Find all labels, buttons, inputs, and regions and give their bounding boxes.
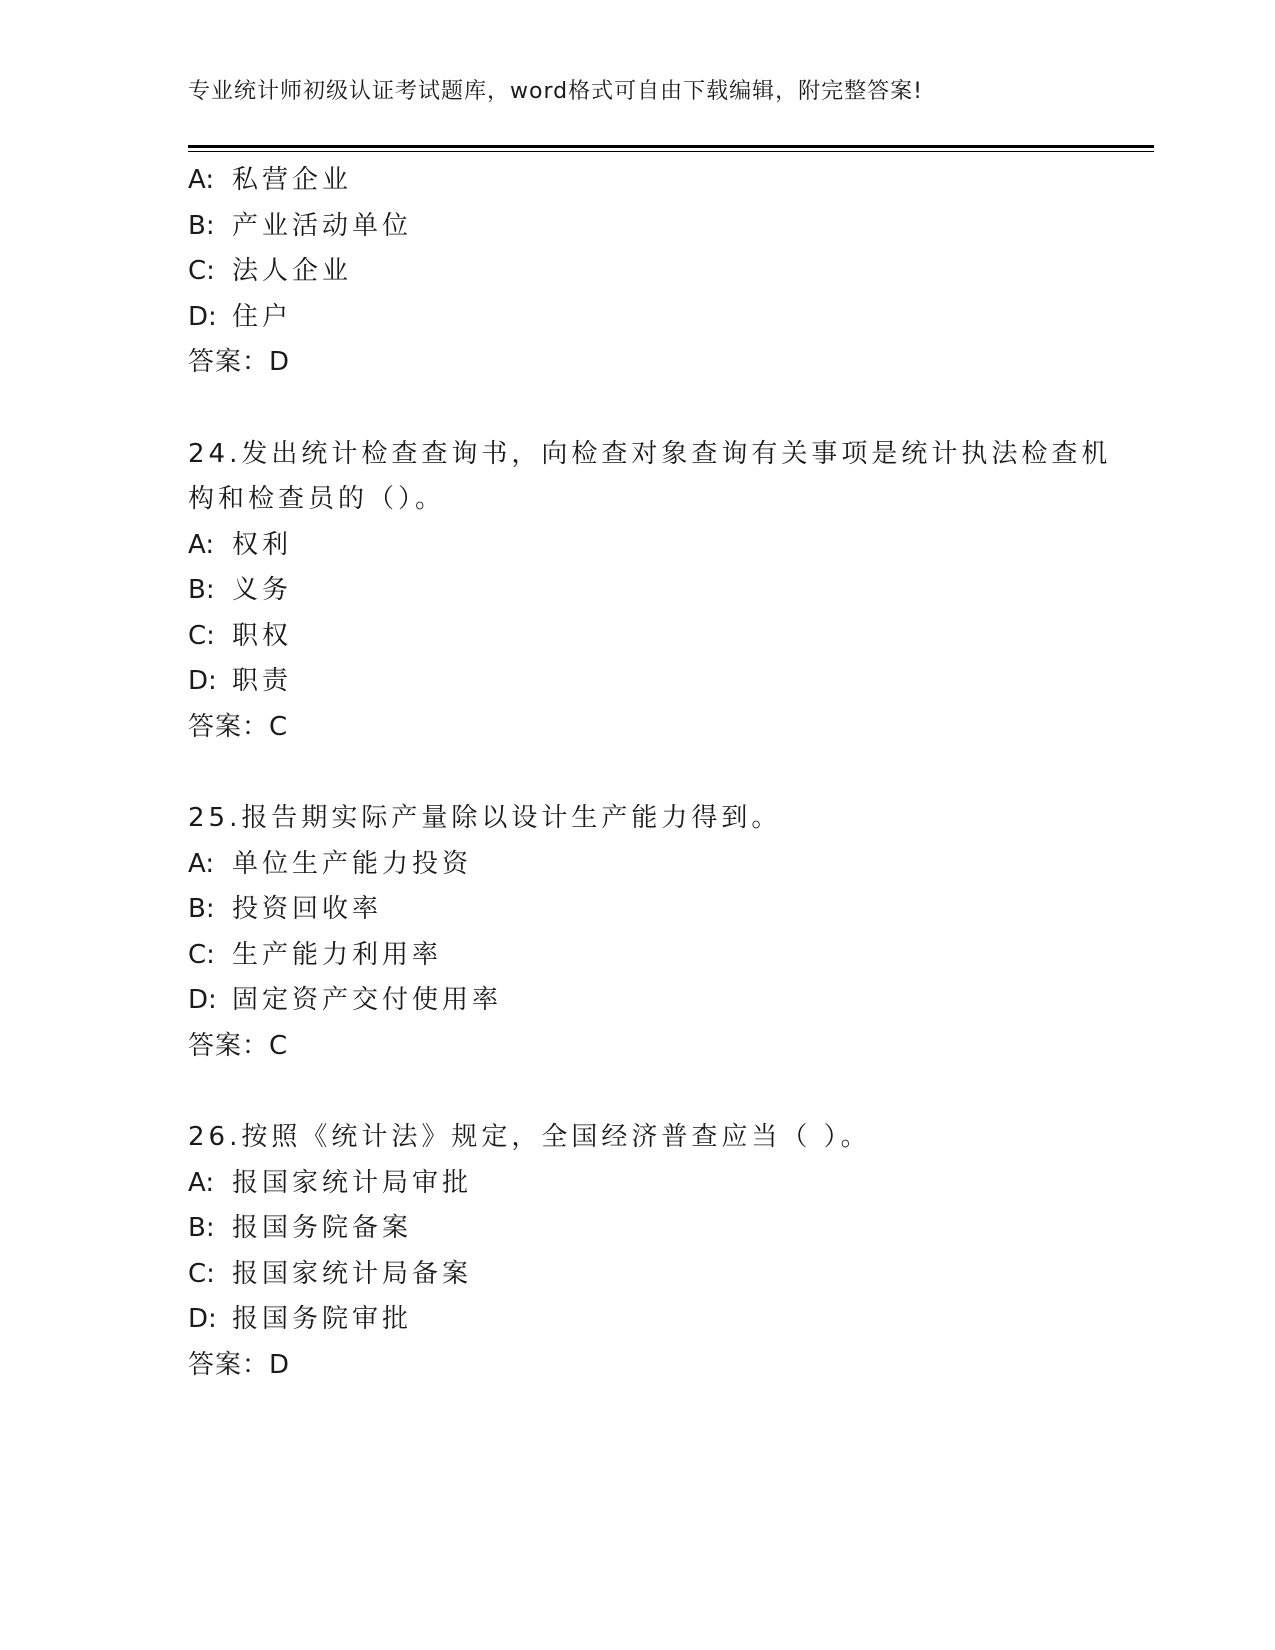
option-b: B: 产业活动单位 bbox=[188, 210, 413, 241]
option-a: A: 权利 bbox=[188, 529, 293, 560]
option-d: D: 住户 bbox=[188, 301, 293, 332]
question-stem: 24.发出统计检查查询书，向检查对象查询有关事项是统计执法检查机 bbox=[188, 438, 1112, 469]
previous-question bbox=[188, 158, 1088, 386]
answer-line: 答案：C bbox=[188, 1030, 289, 1061]
option-b: B: 义务 bbox=[188, 575, 293, 605]
option-b: B: 报国务院备案 bbox=[188, 1213, 413, 1243]
option-a: A: 报国家统计局审批 bbox=[188, 1167, 473, 1198]
answer-line: 答案：C bbox=[188, 711, 289, 742]
question-stem: 26.按照《统计法》规定，全国经济普查应当（ ）。 bbox=[188, 1122, 871, 1152]
option-c: C: 法人企业 bbox=[188, 256, 353, 286]
header-rule-thin bbox=[188, 151, 1154, 152]
option-b: B: 投资回收率 bbox=[188, 894, 383, 924]
option-c: C: 生产能力利用率 bbox=[188, 939, 443, 970]
option-c: C: 报国家统计局备案 bbox=[188, 1258, 473, 1289]
option-a: A: 单位生产能力投资 bbox=[188, 848, 473, 879]
option-d: D: 报国务院审批 bbox=[188, 1304, 413, 1334]
question-stem: 25.报告期实际产量除以设计生产能力得到。 bbox=[188, 803, 782, 833]
option-d: D: 固定资产交付使用率 bbox=[188, 985, 503, 1015]
question-25 bbox=[188, 796, 1088, 1069]
header-note: 专业统计师初级认证考试题库，word格式可自由下载编辑，附完整答案! bbox=[188, 79, 923, 104]
question-24 bbox=[188, 432, 1112, 751]
answer-line: 答案：D bbox=[188, 347, 291, 377]
question-stem-continued: 构和检查员的（）。 bbox=[188, 484, 446, 514]
option-d: D: 职责 bbox=[188, 666, 293, 696]
answer-line: 答案：D bbox=[188, 1349, 291, 1380]
option-a: A: 私营企业 bbox=[188, 165, 353, 195]
question-list bbox=[188, 158, 1112, 1388]
header-rule-thick bbox=[188, 145, 1154, 148]
option-c: C: 职权 bbox=[188, 620, 293, 651]
question-26 bbox=[188, 1115, 1088, 1388]
